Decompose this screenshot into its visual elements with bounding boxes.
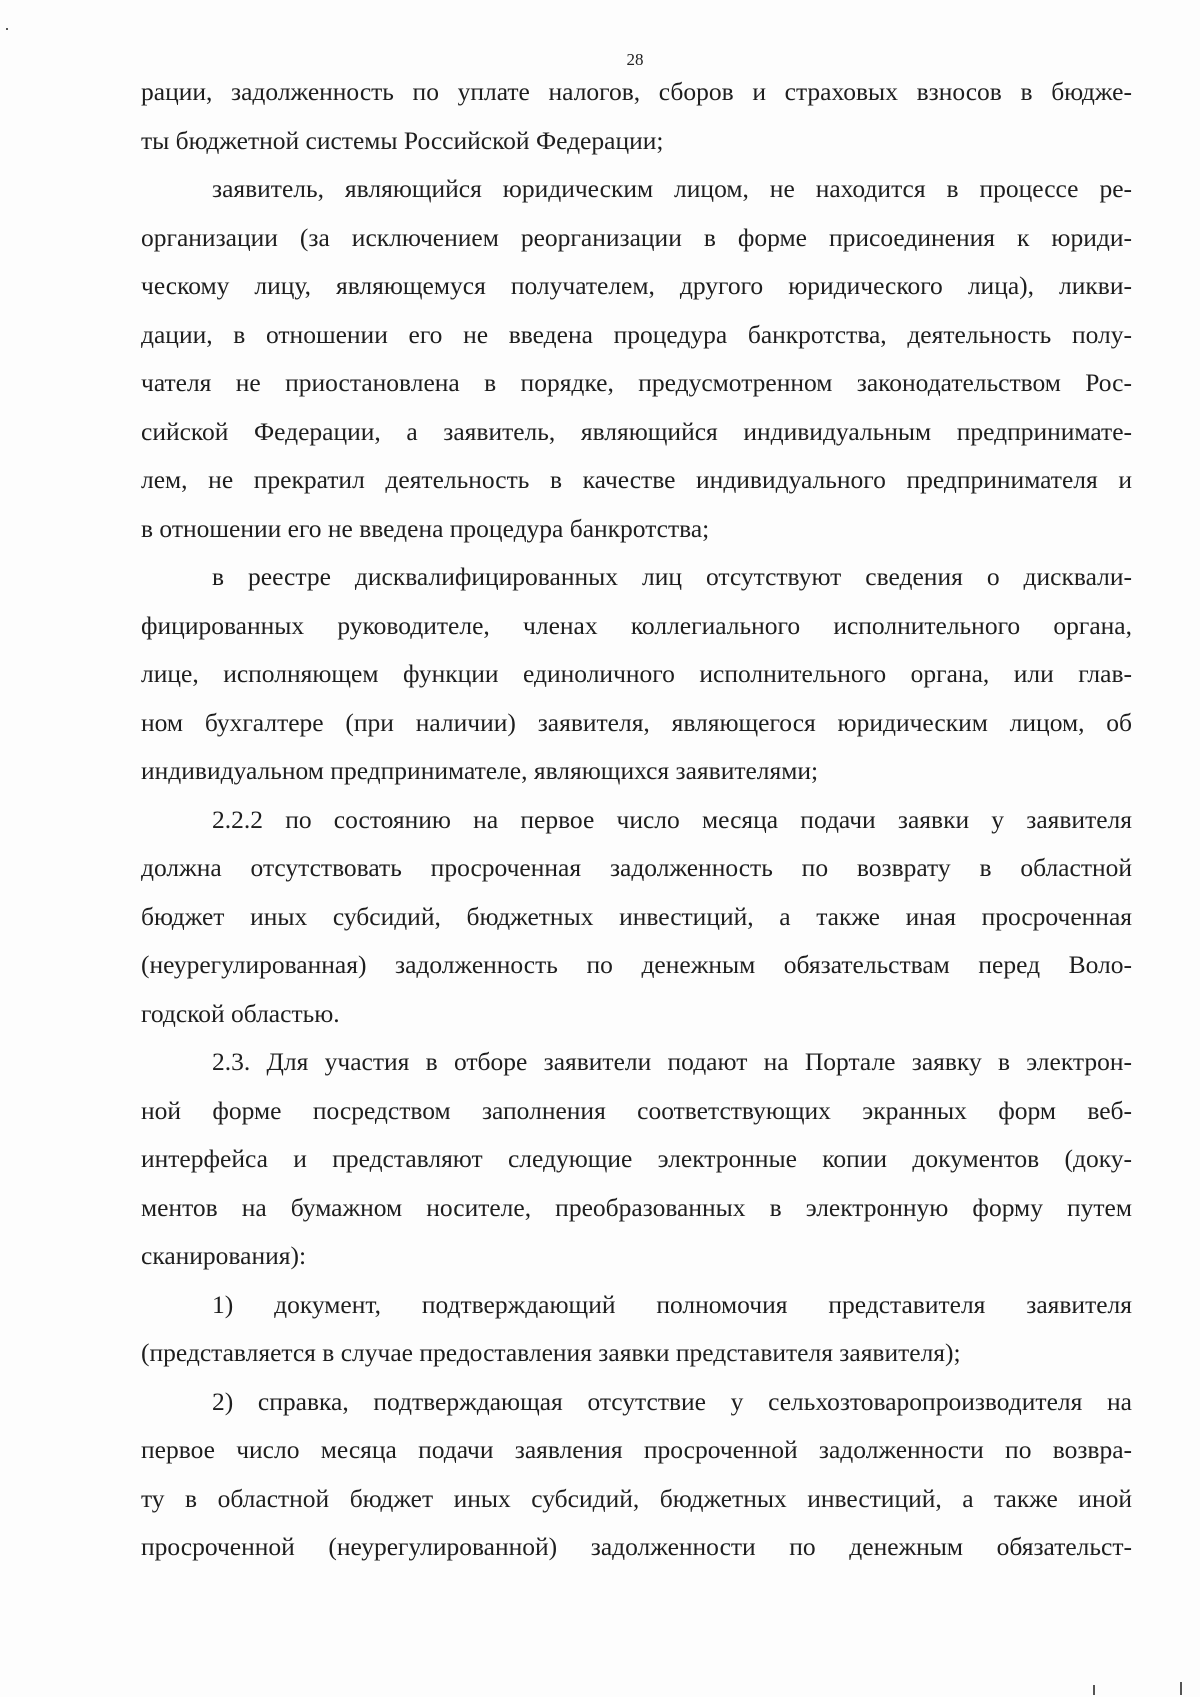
text-line: дации, в отношении его не введена процедура банкротства, деятельность полу- bbox=[141, 319, 1132, 349]
text-line: ческому лицу, являющемуся получателем, другого юридического лица), ликви- bbox=[141, 271, 1132, 300]
text-line: в реестре дисквалифицированных лиц отсутствуют сведения о дисквали- bbox=[212, 562, 1132, 591]
text-line: 2.3. Для участия в отборе заявители подают на Портале заявку в электрон- bbox=[212, 1047, 1132, 1076]
text-line: заявитель, являющийся юридическим лицом, не находится в процессе ре- bbox=[212, 174, 1132, 203]
text-line: (представляется в случае предоставления заявки представителя заявителя); bbox=[141, 1338, 961, 1367]
text-line: годской областью. bbox=[141, 998, 340, 1028]
text-line: 2) справка, подтверждающая отсутствие у сельхозтоваропроизводителя на bbox=[212, 1386, 1132, 1416]
text-line: просроченной (неурегулированной) задолженности по денежным обязательст- bbox=[141, 1532, 1132, 1561]
text-line: индивидуальном предпринимателе, являющихся заявителями; bbox=[141, 756, 819, 785]
text-line: интерфейса и представляют следующие электронные копии документов (доку- bbox=[141, 1144, 1132, 1173]
text-line: лем, не прекратил деятельность в качестве индивидуального предпринимателя и bbox=[141, 465, 1132, 494]
text-line: первое число месяца подачи заявления просроченной задолженности по возвра- bbox=[141, 1435, 1132, 1464]
text-line: ту в областной бюджет иных субсидий, бюджетных инвестиций, а также иной bbox=[141, 1483, 1132, 1513]
text-line: организации (за исключением реорганизации в форме присоединения к юриди- bbox=[141, 222, 1132, 252]
page-number: 28 bbox=[626, 50, 644, 69]
text-line: ты бюджетной системы Российской Федерации; bbox=[141, 125, 664, 155]
scan-speck bbox=[1180, 1682, 1182, 1695]
text-line: фицированных руководителе, членах коллегиального исполнительного органа, bbox=[141, 610, 1132, 640]
document-body bbox=[141, 68, 1132, 1572]
text-line: 2.2.2 по состоянию на первое число месяца подачи заявки у заявителя bbox=[212, 804, 1132, 834]
text-line: в отношении его не введена процедура банкротства; bbox=[141, 513, 710, 543]
text-line: 1) документ, подтверждающий полномочия представителя заявителя bbox=[212, 1289, 1132, 1319]
text-line: бюджет иных субсидий, бюджетных инвестиций, а также иная просроченная bbox=[141, 901, 1132, 931]
text-line: (неурегулированная) задолженность по денежным обязательствам перед Воло- bbox=[141, 950, 1132, 979]
text-line: должна отсутствовать просроченная задолженность по возврату в областной bbox=[141, 853, 1132, 882]
text-line: лице, исполняющем функции единоличного исполнительного органа, или глав- bbox=[141, 659, 1132, 688]
text-line: чателя не приостановлена в порядке, предусмотренном законодательством Рос- bbox=[141, 368, 1132, 397]
text-line: ментов на бумажном носителе, преобразованных в электронную форму путем bbox=[141, 1192, 1132, 1222]
text-line: сийской Федерации, а заявитель, являющийся индивидуальным предпринимате- bbox=[141, 416, 1132, 446]
text-line: ном бухгалтере (при наличии) заявителя, являющегося юридическим лицом, об bbox=[141, 707, 1132, 737]
scan-speck bbox=[1093, 1685, 1095, 1695]
scan-speck bbox=[6, 28, 8, 30]
text-line: сканирования): bbox=[141, 1241, 307, 1270]
text-line: ной форме посредством заполнения соответствующих экранных форм веб- bbox=[141, 1095, 1132, 1125]
text-line: рации, задолженность по уплате налогов, сборов и страховых взносов в бюдже- bbox=[141, 77, 1132, 106]
